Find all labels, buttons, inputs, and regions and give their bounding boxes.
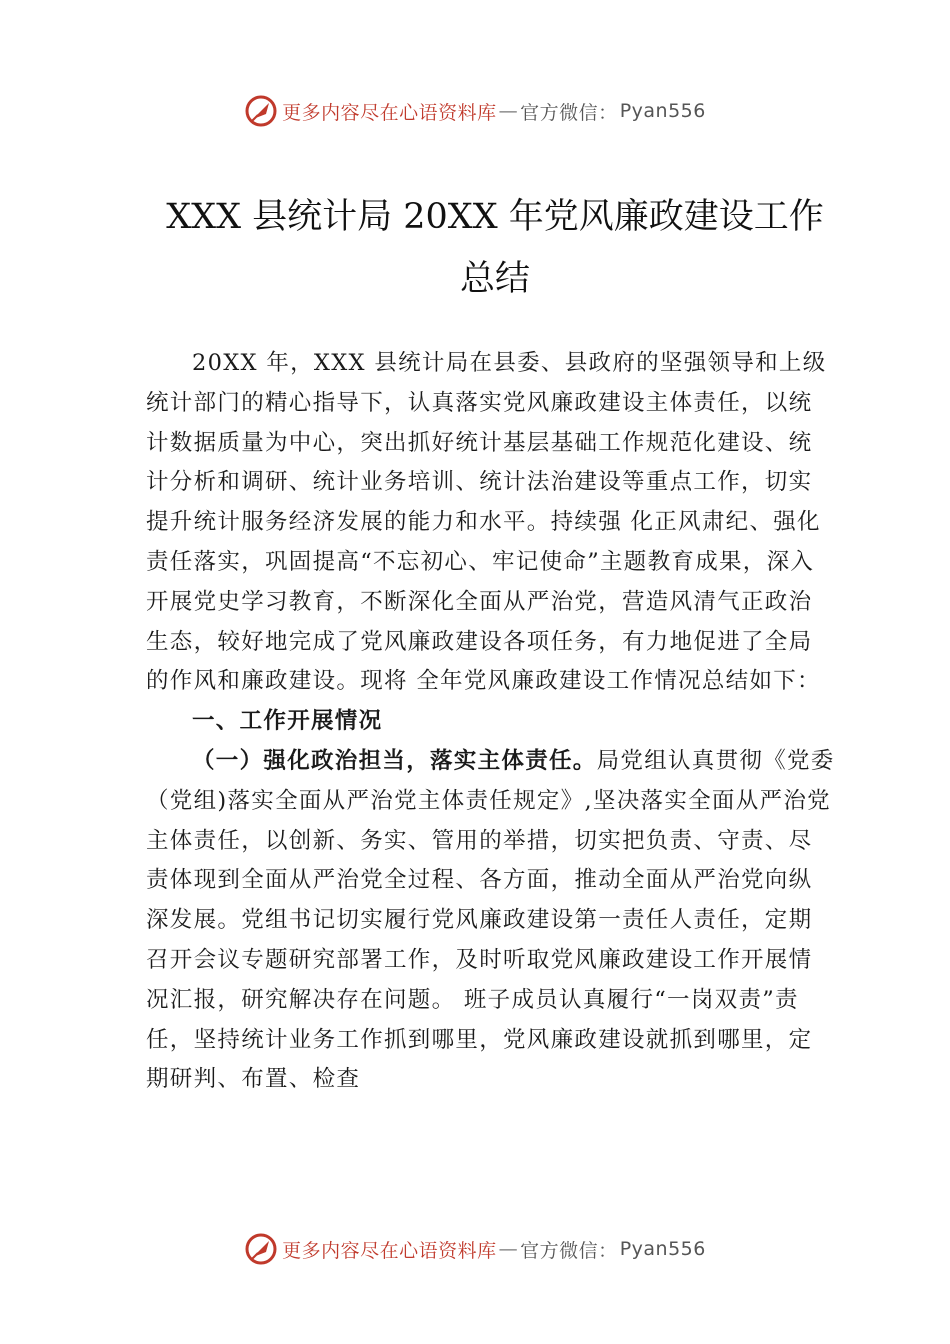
intro-paragraph: 20XX 年，XXX 县统计局在县委、县政府的坚强领导和上级统计部门的精心指导下，认真落实党风廉政建设主体责任，以统计数据质量为中心，突出抓好统计基层基础工作规范化建设、统计分析和调研、统计业务培训、统计法治建设等重点工作，切实提升统计服务经济发展的能力和水平。持续强 化正风肃纪、强化责任落实，巩固提高“不忘初心、牢记使命”主题教育成果，深入开展党史学习教育，不断深化全面从严治党，营造风清气正政治生态，较好地完成了党风廉政建设各项任务，有力地促进了全局的作风和廉政建设。现将 全年党风廉政建设工作情况总结如下： <box>146 350 827 695</box>
watermark-wechat-id: Pyan556 <box>619 100 706 122</box>
title-line-2: 总结 <box>459 259 530 299</box>
subsection-title-1: （一）强化政治担当，落实主体责任。 <box>192 747 597 774</box>
document-body <box>146 344 836 1100</box>
watermark-wechat-id: Pyan556 <box>619 1238 706 1260</box>
quill-logo-icon <box>244 94 278 128</box>
subsection-paragraph-1 <box>146 742 836 1100</box>
header-watermark <box>0 94 950 128</box>
section-heading-1: 一、工作开展情况 <box>192 708 383 735</box>
title-line-1: XXX 县统计局 20XX 年党风廉政建设工作 <box>166 197 824 237</box>
watermark-main-text: 更多内容尽在心语资料库 <box>282 101 497 124</box>
footer-watermark <box>0 1232 950 1266</box>
subsection-text-1: 局党组认真贯彻《党委（党组)落实全面从严治党主体责任规定》,坚决落实全面从严治党主体责任，以创新、务实、管用的举措，切实把负责、守责、尽责体现到全面从严治党全过程、各方面，推动全面从严治党向纵深发展。党组书记切实履行党风廉政建设第一责任人责任，定期召开会议专题研究部署工作，及时听取党风廉政建设工作开展情况汇报，研究解决存在问题。 班子成员认真履行“一岗双责”责任，坚持统计业务工作抓到哪里，党风廉政建设就抓到哪里，定期研判、布置、检查 <box>146 747 835 1093</box>
watermark-wechat-label: 官方微信： <box>520 101 618 124</box>
watermark-wechat-label: 官方微信： <box>520 1239 618 1262</box>
watermark-main-text: 更多内容尽在心语资料库 <box>282 1239 497 1262</box>
watermark-dash: — <box>498 1238 519 1260</box>
quill-logo-icon <box>244 1232 278 1266</box>
document-title <box>100 186 890 310</box>
watermark-dash: — <box>498 100 519 122</box>
